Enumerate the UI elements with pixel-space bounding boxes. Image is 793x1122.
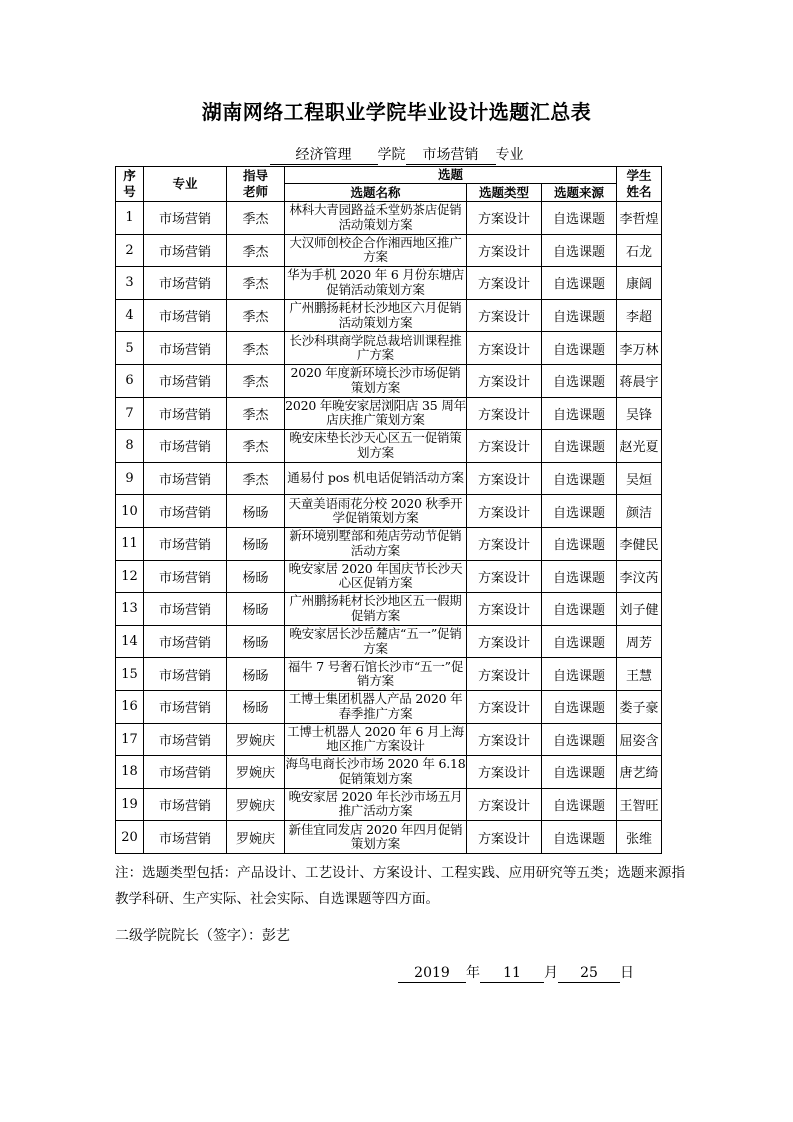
advisor-cell: 罗婉庆 <box>227 723 285 756</box>
advisor-cell: 杨旸 <box>227 560 285 593</box>
student-cell: 周芳 <box>617 625 662 658</box>
student-cell: 刘子健 <box>617 593 662 626</box>
topic-source-cell: 自选课题 <box>542 756 617 789</box>
topic-source-cell: 自选课题 <box>542 658 617 691</box>
seq-cell: 16 <box>116 690 144 723</box>
date-month: 11 <box>480 965 544 983</box>
advisor-cell: 季杰 <box>227 202 285 235</box>
topic-name-cell: 2020 年晚安家居浏阳店 35 周年店庆推广策划方案 <box>285 397 467 430</box>
major-cell: 市场营销 <box>144 202 227 235</box>
topic-source-cell: 自选课题 <box>542 332 617 365</box>
major-cell: 市场营销 <box>144 756 227 789</box>
topic-summary-table <box>115 166 662 854</box>
student-cell: 康阔 <box>617 267 662 300</box>
table-row <box>116 332 662 365</box>
date-year-label: 年 <box>466 965 480 981</box>
date-year: 2019 <box>398 965 466 983</box>
student-cell: 李汶芮 <box>617 560 662 593</box>
seq-cell: 5 <box>116 332 144 365</box>
table-row <box>116 527 662 560</box>
major-cell: 市场营销 <box>144 821 227 854</box>
topic-type-cell: 方案设计 <box>467 756 542 789</box>
topic-source-cell: 自选课题 <box>542 821 617 854</box>
advisor-cell: 季杰 <box>227 364 285 397</box>
table-row <box>116 364 662 397</box>
topic-source-cell: 自选课题 <box>542 788 617 821</box>
topic-type-cell: 方案设计 <box>467 299 542 332</box>
topic-source-cell: 自选课题 <box>542 462 617 495</box>
major-cell: 市场营销 <box>144 364 227 397</box>
table-row <box>116 462 662 495</box>
major-cell: 市场营销 <box>144 690 227 723</box>
topic-type-cell: 方案设计 <box>467 397 542 430</box>
topic-name-cell: 新环境别墅部和苑店劳动节促销活动方案 <box>285 527 467 560</box>
seq-cell: 18 <box>116 756 144 789</box>
student-cell: 王智旺 <box>617 788 662 821</box>
topic-source-cell: 自选课题 <box>542 593 617 626</box>
major-cell: 市场营销 <box>144 495 227 528</box>
topic-source-cell: 自选课题 <box>542 234 617 267</box>
topic-source-cell: 自选课题 <box>542 267 617 300</box>
advisor-cell: 季杰 <box>227 462 285 495</box>
table-row <box>116 788 662 821</box>
major-cell: 市场营销 <box>144 723 227 756</box>
major-cell: 市场营销 <box>144 430 227 463</box>
student-cell: 李超 <box>617 299 662 332</box>
table-row <box>116 821 662 854</box>
dean-signature: 二级学院院长（签字）：彭艺 <box>115 928 290 944</box>
topic-name-cell: 长沙科琪商学院总裁培训课程推广方案 <box>285 332 467 365</box>
student-cell: 颜洁 <box>617 495 662 528</box>
major-cell: 市场营销 <box>144 527 227 560</box>
topic-type-cell: 方案设计 <box>467 593 542 626</box>
table-row <box>116 560 662 593</box>
table-row <box>116 430 662 463</box>
table-row <box>116 234 662 267</box>
topic-type-cell: 方案设计 <box>467 430 542 463</box>
major-cell: 市场营销 <box>144 788 227 821</box>
page-title: 湖南网络工程职业学院毕业设计选题汇总表 <box>201 100 592 124</box>
topic-name-cell: 2020 年度新环境长沙市场促销策划方案 <box>285 364 467 397</box>
seq-cell: 8 <box>116 430 144 463</box>
topic-name-cell: 广州鹏扬耗材长沙地区六月促销活动策划方案 <box>285 299 467 332</box>
topic-type-cell: 方案设计 <box>467 788 542 821</box>
major-cell: 市场营销 <box>144 234 227 267</box>
table-row <box>116 690 662 723</box>
topic-type-cell: 方案设计 <box>467 332 542 365</box>
seq-cell: 11 <box>116 527 144 560</box>
table-row <box>116 397 662 430</box>
table-row <box>116 267 662 300</box>
major-cell: 市场营销 <box>144 397 227 430</box>
advisor-cell: 罗婉庆 <box>227 788 285 821</box>
topic-type-cell: 方案设计 <box>467 690 542 723</box>
seq-cell: 4 <box>116 299 144 332</box>
advisor-cell: 罗婉庆 <box>227 821 285 854</box>
major-cell: 市场营销 <box>144 462 227 495</box>
seq-cell: 17 <box>116 723 144 756</box>
major-header: 专业 <box>144 167 227 202</box>
seq-cell: 9 <box>116 462 144 495</box>
advisor-cell: 季杰 <box>227 430 285 463</box>
college-suffix: 学院 <box>377 147 406 163</box>
student-cell: 吴烜 <box>617 462 662 495</box>
student-cell: 赵光夏 <box>617 430 662 463</box>
topic-source-cell: 自选课题 <box>542 527 617 560</box>
advisor-cell: 杨旸 <box>227 495 285 528</box>
topic-type-cell: 方案设计 <box>467 202 542 235</box>
topic-type-cell: 方案设计 <box>467 560 542 593</box>
student-cell: 娄子豪 <box>617 690 662 723</box>
footnote: 注：选题类型包括：产品设计、工艺设计、方案设计、工程实践、应用研究等五类；选题来源指教学科研、生产实际、社会实际、自选课题等四方面。 <box>115 865 685 907</box>
seq-cell: 6 <box>116 364 144 397</box>
topic-name-cell: 大汉师创校企合作湘西地区推广方案 <box>285 234 467 267</box>
topic-name-cell: 华为手机 2020 年 6 月份东塘店促销活动策划方案 <box>285 267 467 300</box>
date-month-label: 月 <box>544 965 558 981</box>
table-row <box>116 593 662 626</box>
topic-type-cell: 方案设计 <box>467 723 542 756</box>
topic-type-cell: 方案设计 <box>467 625 542 658</box>
student-cell: 李健民 <box>617 527 662 560</box>
student-cell: 蒋晨宇 <box>617 364 662 397</box>
advisor-cell: 杨旸 <box>227 658 285 691</box>
major-cell: 市场营销 <box>144 267 227 300</box>
student-cell: 李万林 <box>617 332 662 365</box>
topic-group-header: 选题 <box>285 167 617 184</box>
table-row <box>116 495 662 528</box>
student-cell: 王慧 <box>617 658 662 691</box>
student-cell: 李哲煌 <box>617 202 662 235</box>
topic-type-cell: 方案设计 <box>467 658 542 691</box>
major-cell: 市场营销 <box>144 560 227 593</box>
topic-name-cell: 新佳宜同发店 2020 年四月促销策划方案 <box>285 821 467 854</box>
topic-name-cell: 天童美语雨花分校 2020 秋季开学促销策划方案 <box>285 495 467 528</box>
sign-date <box>398 962 634 983</box>
major-cell: 市场营销 <box>144 658 227 691</box>
topic-source-cell: 自选课题 <box>542 364 617 397</box>
topic-source-cell: 自选课题 <box>542 202 617 235</box>
topic-name-cell: 林科大青园路益禾堂奶茶店促销活动策划方案 <box>285 202 467 235</box>
advisor-cell: 季杰 <box>227 332 285 365</box>
header-row-1 <box>116 167 662 184</box>
advisor-cell: 杨旸 <box>227 690 285 723</box>
table-row <box>116 202 662 235</box>
seq-cell: 12 <box>116 560 144 593</box>
topic-type-cell: 方案设计 <box>467 821 542 854</box>
topic-name-cell: 晚安床垫长沙天心区五一促销策划方案 <box>285 430 467 463</box>
major-cell: 市场营销 <box>144 625 227 658</box>
student-cell: 张维 <box>617 821 662 854</box>
topic-name-cell: 福牛 7 号奢石馆长沙市“五一”促销方案 <box>285 658 467 691</box>
seq-cell: 14 <box>116 625 144 658</box>
topic-name-cell: 工博士机器人 2020 年 6 月上海地区推广方案设计 <box>285 723 467 756</box>
topic-name-header: 选题名称 <box>285 184 467 202</box>
topic-type-cell: 方案设计 <box>467 234 542 267</box>
advisor-cell: 季杰 <box>227 234 285 267</box>
topic-name-cell: 广州鹏扬耗材长沙地区五一假期促销方案 <box>285 593 467 626</box>
major-cell: 市场营销 <box>144 299 227 332</box>
seq-cell: 15 <box>116 658 144 691</box>
topic-name-cell: 通易付 pos 机电话促销活动方案 <box>285 462 467 495</box>
seq-header: 序号 <box>116 167 144 202</box>
topic-type-header: 选题类型 <box>467 184 542 202</box>
student-cell: 唐艺绮 <box>617 756 662 789</box>
table-row <box>116 756 662 789</box>
seq-cell: 2 <box>116 234 144 267</box>
table-row <box>116 658 662 691</box>
advisor-cell: 季杰 <box>227 267 285 300</box>
topic-name-cell: 海鸟电商长沙市场 2020 年 6.18 促销策划方案 <box>285 756 467 789</box>
topic-source-header: 选题来源 <box>542 184 617 202</box>
advisor-cell: 杨旸 <box>227 593 285 626</box>
topic-source-cell: 自选课题 <box>542 690 617 723</box>
topic-source-cell: 自选课题 <box>542 560 617 593</box>
advisor-cell: 季杰 <box>227 299 285 332</box>
advisor-cell: 杨旸 <box>227 625 285 658</box>
advisor-cell: 罗婉庆 <box>227 756 285 789</box>
table-row <box>116 723 662 756</box>
topic-type-cell: 方案设计 <box>467 267 542 300</box>
table-row <box>116 625 662 658</box>
major-cell: 市场营销 <box>144 332 227 365</box>
seq-cell: 10 <box>116 495 144 528</box>
topic-source-cell: 自选课题 <box>542 625 617 658</box>
seq-cell: 19 <box>116 788 144 821</box>
major-suffix: 专业 <box>495 147 524 163</box>
student-header: 学生姓名 <box>617 167 662 202</box>
major-cell: 市场营销 <box>144 593 227 626</box>
table-row <box>116 299 662 332</box>
topic-name-cell: 晚安家居 2020 年国庆节长沙天心区促销方案 <box>285 560 467 593</box>
advisor-cell: 杨旸 <box>227 527 285 560</box>
seq-cell: 20 <box>116 821 144 854</box>
topic-name-cell: 工博士集团机器人产品 2020 年春季推广方案 <box>285 690 467 723</box>
student-cell: 石龙 <box>617 234 662 267</box>
topic-source-cell: 自选课题 <box>542 723 617 756</box>
major-name: 市场营销 <box>406 147 496 165</box>
topic-type-cell: 方案设计 <box>467 495 542 528</box>
topic-name-cell: 晚安家居 2020 年长沙市场五月推广活动方案 <box>285 788 467 821</box>
topic-source-cell: 自选课题 <box>542 299 617 332</box>
topic-type-cell: 方案设计 <box>467 527 542 560</box>
seq-cell: 13 <box>116 593 144 626</box>
advisor-header: 指导老师 <box>227 167 285 202</box>
student-cell: 吴锋 <box>617 397 662 430</box>
advisor-cell: 季杰 <box>227 397 285 430</box>
topic-source-cell: 自选课题 <box>542 495 617 528</box>
college-major-line <box>0 144 793 165</box>
seq-cell: 3 <box>116 267 144 300</box>
topic-source-cell: 自选课题 <box>542 397 617 430</box>
date-day: 25 <box>558 965 620 983</box>
date-day-label: 日 <box>620 965 634 981</box>
seq-cell: 7 <box>116 397 144 430</box>
college-name: 经济管理 <box>270 147 378 165</box>
student-cell: 屈姿含 <box>617 723 662 756</box>
topic-name-cell: 晚安家居长沙岳麓店“五一”促销方案 <box>285 625 467 658</box>
topic-source-cell: 自选课题 <box>542 430 617 463</box>
topic-type-cell: 方案设计 <box>467 364 542 397</box>
seq-cell: 1 <box>116 202 144 235</box>
topic-type-cell: 方案设计 <box>467 462 542 495</box>
table-body <box>116 202 662 854</box>
